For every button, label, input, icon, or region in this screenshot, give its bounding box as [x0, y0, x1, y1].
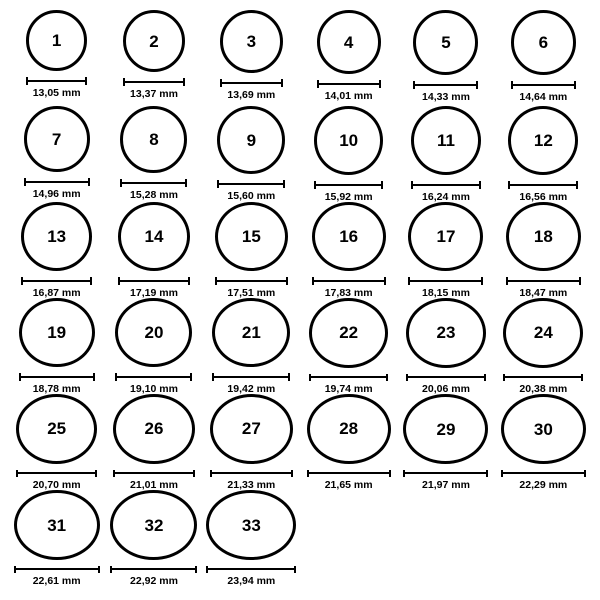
ring-size-cell[interactable]	[300, 394, 397, 490]
ring-size-label: 29	[436, 419, 456, 439]
diameter-label: 14,96 mm	[32, 188, 81, 200]
ring-circle	[206, 490, 296, 560]
diameter-label: 15,92 mm	[324, 190, 373, 203]
diameter-measure-bar	[314, 181, 383, 189]
ring-circle	[19, 298, 95, 367]
diameter-label: 13,05 mm	[32, 87, 81, 99]
diameter-label: 14,64 mm	[519, 91, 568, 103]
diameter-label: 21,65 mm	[324, 478, 373, 491]
ring-circle	[217, 106, 285, 174]
ring-circle	[210, 394, 293, 464]
ring-size-cell[interactable]	[397, 298, 494, 394]
ring-size-label: 27	[241, 419, 261, 439]
ring-size-label: 26	[144, 419, 164, 439]
diameter-measure-bar	[309, 374, 388, 381]
ring-size-cell[interactable]	[300, 202, 397, 298]
ring-circle	[411, 106, 481, 175]
diameter-label: 16,87 mm	[32, 286, 81, 299]
ring-size-cell[interactable]	[495, 394, 592, 490]
ring-size-cell[interactable]	[203, 490, 300, 586]
diameter-measure-bar	[19, 373, 95, 380]
ring-size-label: 30	[533, 419, 553, 439]
diameter-measure-bar	[220, 79, 283, 87]
ring-size-grid	[8, 10, 592, 586]
diameter-label: 14,01 mm	[324, 90, 373, 102]
ring-size-label: 1	[51, 31, 62, 50]
diameter-label: 20,70 mm	[32, 478, 81, 491]
ring-size-cell[interactable]	[397, 394, 494, 490]
diameter-measure-bar	[406, 374, 486, 381]
diameter-label: 21,01 mm	[130, 478, 178, 491]
ring-circle	[501, 394, 586, 464]
ring-circle	[508, 106, 578, 175]
diameter-label: 22,29 mm	[519, 478, 568, 491]
ring-circle	[120, 106, 187, 173]
ring-size-label: 33	[241, 515, 261, 535]
ring-size-cell[interactable]	[8, 10, 105, 106]
ring-size-label: 20	[144, 323, 164, 343]
ring-size-label: 13	[47, 226, 67, 246]
diameter-label: 13,37 mm	[130, 88, 178, 100]
diameter-label: 20,38 mm	[519, 382, 568, 395]
ring-size-cell[interactable]	[495, 298, 592, 394]
diameter-measure-bar	[317, 80, 381, 88]
ring-size-cell[interactable]	[8, 106, 105, 202]
ring-circle	[511, 10, 576, 75]
ring-size-label: 19	[47, 323, 67, 343]
diameter-measure-bar	[21, 277, 92, 285]
ring-size-cell[interactable]	[203, 202, 300, 298]
ring-circle	[118, 202, 190, 271]
diameter-measure-bar	[212, 373, 290, 380]
ring-size-label: 11	[436, 130, 455, 150]
ring-circle	[503, 298, 583, 368]
diameter-label: 21,97 mm	[422, 478, 470, 491]
diameter-label: 16,24 mm	[422, 190, 470, 203]
ring-size-cell[interactable]	[105, 394, 202, 490]
ring-size-cell[interactable]	[8, 394, 105, 490]
diameter-measure-bar	[307, 470, 391, 477]
ring-size-cell[interactable]	[300, 298, 397, 394]
ring-circle	[115, 298, 192, 367]
diameter-measure-bar	[210, 470, 293, 477]
diameter-label: 15,60 mm	[227, 190, 276, 202]
diameter-measure-bar	[501, 470, 586, 476]
ring-size-cell[interactable]	[203, 10, 300, 106]
ring-circle	[314, 106, 383, 175]
diameter-label: 17,83 mm	[324, 286, 373, 299]
ring-size-label: 31	[47, 515, 67, 535]
ring-size-cell[interactable]	[300, 106, 397, 202]
diameter-label: 21,33 mm	[227, 478, 276, 491]
ring-size-cell[interactable]	[397, 10, 494, 106]
diameter-measure-bar	[123, 78, 185, 86]
ring-size-label: 3	[246, 32, 257, 51]
ring-size-label: 21	[241, 323, 261, 343]
ring-size-cell[interactable]	[495, 202, 592, 298]
diameter-label: 22,61 mm	[32, 574, 81, 587]
ring-size-label: 14	[144, 226, 164, 246]
ring-circle	[14, 490, 100, 560]
diameter-label: 13,69 mm	[227, 89, 276, 101]
ring-circle	[123, 10, 185, 72]
diameter-measure-bar	[508, 181, 578, 189]
diameter-measure-bar	[110, 566, 197, 572]
diameter-measure-bar	[115, 373, 192, 380]
ring-size-cell[interactable]	[105, 298, 202, 394]
ring-circle	[312, 202, 386, 271]
diameter-measure-bar	[511, 81, 576, 89]
ring-circle	[309, 298, 388, 368]
ring-size-cell[interactable]	[8, 490, 105, 586]
ring-size-label: 22	[339, 323, 359, 343]
ring-circle	[215, 202, 288, 271]
ring-size-label: 2	[149, 31, 159, 51]
diameter-measure-bar	[206, 566, 296, 572]
ring-circle	[406, 298, 486, 368]
diameter-label: 15,28 mm	[130, 189, 178, 201]
diameter-label: 14,33 mm	[422, 91, 470, 103]
diameter-label: 17,51 mm	[227, 286, 276, 299]
ring-size-label: 8	[149, 130, 159, 149]
diameter-measure-bar	[411, 181, 481, 189]
diameter-label: 17,19 mm	[130, 286, 178, 299]
ring-circle	[21, 202, 92, 271]
ring-size-cell[interactable]	[105, 202, 202, 298]
ring-circle	[403, 394, 488, 464]
diameter-measure-bar	[408, 277, 483, 284]
diameter-measure-bar	[503, 374, 583, 381]
diameter-measure-bar	[217, 180, 285, 188]
diameter-measure-bar	[120, 179, 187, 187]
ring-circle	[413, 10, 478, 75]
diameter-measure-bar	[413, 81, 478, 89]
diameter-label: 18,78 mm	[32, 382, 81, 395]
ring-size-cell[interactable]	[105, 106, 202, 202]
ring-circle	[506, 202, 581, 271]
diameter-label: 19,42 mm	[227, 382, 276, 395]
ring-circle	[113, 394, 195, 464]
ring-size-label: 18	[533, 227, 553, 247]
diameter-measure-bar	[16, 470, 97, 477]
ring-size-cell[interactable]	[495, 10, 592, 106]
ring-size-label: 23	[436, 323, 456, 343]
ring-size-label: 7	[51, 129, 62, 149]
diameter-measure-bar	[26, 77, 87, 85]
ring-size-label: 6	[538, 33, 549, 52]
ring-size-label: 28	[339, 419, 359, 439]
diameter-measure-bar	[312, 277, 386, 284]
ring-circle	[16, 394, 97, 464]
ring-size-cell[interactable]	[300, 10, 397, 106]
ring-size-label: 32	[144, 515, 164, 535]
ring-circle	[212, 298, 290, 367]
diameter-label: 19,74 mm	[324, 382, 373, 395]
diameter-label: 18,47 mm	[519, 286, 568, 299]
ring-size-cell[interactable]	[8, 202, 105, 298]
diameter-measure-bar	[118, 277, 190, 285]
ring-size-cell[interactable]	[203, 106, 300, 202]
ring-size-cell[interactable]	[397, 202, 494, 298]
ring-size-label: 17	[436, 227, 456, 247]
diameter-measure-bar	[14, 566, 100, 572]
ring-circle	[26, 10, 87, 71]
diameter-measure-bar	[215, 277, 288, 285]
ring-size-label: 12	[533, 130, 553, 150]
diameter-label: 20,06 mm	[422, 382, 470, 395]
diameter-label: 19,10 mm	[130, 382, 178, 395]
diameter-label: 16,56 mm	[519, 190, 568, 203]
ring-circle	[408, 202, 483, 271]
ring-circle	[317, 10, 381, 74]
ring-size-label: 24	[533, 323, 553, 343]
diameter-label: 22,92 mm	[130, 574, 178, 587]
ring-circle	[220, 10, 283, 73]
ring-size-cell[interactable]	[105, 10, 202, 106]
ring-circle	[24, 106, 90, 172]
diameter-label: 18,15 mm	[422, 286, 470, 299]
diameter-measure-bar	[24, 178, 90, 186]
ring-size-label: 16	[339, 227, 359, 247]
ring-size-cell[interactable]	[105, 490, 202, 586]
ring-size-label: 4	[343, 32, 354, 52]
ring-size-cell[interactable]	[8, 298, 105, 394]
ring-size-label: 9	[246, 130, 257, 150]
ring-size-label: 5	[441, 33, 451, 52]
diameter-measure-bar	[403, 470, 488, 476]
ring-size-label: 25	[47, 419, 67, 439]
ring-size-cell[interactable]	[203, 394, 300, 490]
ring-size-label: 15	[241, 226, 261, 246]
ring-size-cell[interactable]	[397, 106, 494, 202]
ring-circle	[307, 394, 391, 464]
diameter-measure-bar	[113, 470, 195, 477]
ring-circle	[110, 490, 197, 560]
ring-size-label: 10	[339, 130, 359, 150]
ring-size-cell[interactable]	[495, 106, 592, 202]
diameter-label: 23,94 mm	[227, 574, 276, 587]
diameter-measure-bar	[506, 277, 581, 284]
ring-size-cell[interactable]	[203, 298, 300, 394]
